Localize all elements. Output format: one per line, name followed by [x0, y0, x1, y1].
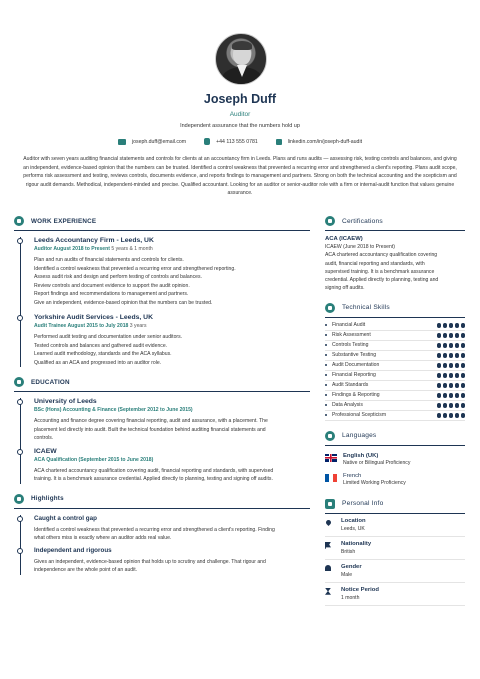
globe-icon — [325, 431, 335, 441]
skill-label: Risk Assessment — [332, 332, 371, 339]
degree-dates: BSc (Hons) Accounting & Finance (September 2012 to June 2015) — [34, 407, 193, 413]
work-bullet: Report findings and recommendations to management and partners. — [34, 291, 189, 297]
duration: 5 years & 1 month — [111, 246, 153, 252]
personal-label: Nationality — [341, 540, 372, 547]
work-bullet: Identified a control weakness that prevented a recurring error and strengthened reporting. — [34, 265, 236, 272]
hourglass-icon — [325, 588, 331, 595]
timeline-dot — [17, 548, 23, 554]
bullet-icon — [325, 374, 327, 376]
rating-dot — [449, 343, 454, 348]
skill-label: Data Analysis — [332, 402, 363, 409]
bullet-icon — [325, 364, 327, 366]
education-text: Accounting and finance degree covering financial reporting, audit and assurance, with a placement. The — [34, 418, 268, 424]
email-contact[interactable] — [118, 138, 186, 145]
rating-dot — [461, 403, 466, 408]
bullet-icon — [325, 324, 327, 326]
timeline-dot — [17, 399, 23, 405]
skill-rating — [437, 323, 466, 328]
section-title-skills: Technical Skills — [342, 304, 390, 312]
education-text: ACA chartered accountancy qualification covering audit, financial reporting and standards, with supervised — [34, 467, 274, 474]
rating-dot — [455, 383, 460, 388]
section-divider — [325, 317, 465, 318]
rating-dot — [437, 403, 442, 408]
work-bullet: Tested controls and balances and gathered audit evidence. — [34, 342, 168, 349]
certification-text: supervised training. It is a benchmark assurance — [325, 268, 435, 275]
skill-label: Controls Testing — [332, 342, 369, 349]
section-divider — [14, 508, 310, 509]
skill-name — [325, 322, 365, 328]
rating-dot — [443, 383, 448, 388]
skill-label: Audit Standards — [332, 382, 369, 389]
skill-label: Financial Reporting — [332, 372, 376, 379]
work-bullet: Plan and run audits of financial statements and controls for clients. — [34, 257, 184, 263]
bullet-icon — [325, 384, 327, 386]
section-divider — [14, 230, 310, 231]
skill-name — [325, 332, 371, 338]
skill-label: Findings & Reporting — [332, 392, 380, 399]
personal-value: British — [341, 548, 356, 555]
profile-photo — [215, 33, 267, 85]
skill-row — [325, 381, 465, 391]
work-bullet: Qualified as an ACA and progressed into an auditor role. — [34, 359, 162, 366]
tagline: Independent assurance that the numbers hold up — [180, 123, 300, 129]
highlight-text: what others miss is exactly where an auditor adds real value. — [34, 535, 172, 541]
skill-row — [325, 341, 465, 351]
section-divider — [325, 230, 465, 231]
section-title-languages: Languages — [342, 432, 377, 440]
skill-label: Audit Documentation — [332, 362, 380, 369]
skill-label: Financial Audit — [332, 322, 366, 329]
language-level: Native or Bilingual Proficiency — [343, 459, 411, 466]
personal-item-nationality — [325, 537, 465, 560]
work-bullet: Give an independent, evidence-based opinion that the numbers can be trusted. — [34, 299, 213, 306]
rating-dot — [437, 363, 442, 368]
education-text: training. It is a benchmark assurance credential. Applied directly to planning, testing and signing off audits. — [34, 476, 273, 482]
skill-rating — [437, 383, 466, 388]
skill-name — [325, 402, 363, 408]
highlights-section — [14, 493, 310, 575]
employer-title: Leeds Accountancy Firm - Leeds, UK — [34, 237, 154, 244]
section-title-education: EDUCATION — [31, 378, 70, 386]
skill-row — [325, 371, 465, 381]
bullet-icon — [325, 354, 327, 356]
linkedin-contact[interactable] — [276, 138, 362, 145]
skill-name — [325, 362, 379, 368]
rating-dot — [449, 413, 454, 418]
skill-name — [325, 372, 376, 378]
phone-icon — [204, 138, 210, 145]
technical-skills-section — [325, 302, 465, 421]
candidate-name: Joseph Duff — [203, 92, 277, 106]
uk-flag-icon — [325, 454, 337, 462]
bullet-icon — [325, 414, 327, 416]
rating-dot — [449, 353, 454, 358]
section-divider — [14, 391, 310, 392]
skill-rating — [437, 373, 466, 378]
rating-dot — [437, 333, 442, 338]
work-entry — [34, 314, 310, 367]
email-text[interactable]: joseph.duff@email.com — [131, 138, 187, 145]
highlight-title: Caught a control gap — [34, 514, 97, 522]
rating-dot — [443, 403, 448, 408]
rating-dot — [449, 393, 454, 398]
skill-row — [325, 411, 465, 421]
timeline-dot — [17, 315, 23, 321]
france-flag-icon — [325, 474, 337, 482]
highlight-text: Identified a control weakness that prevented a recurring error and strengthened a client's reporting. Finding — [34, 526, 275, 533]
bullet-icon — [325, 394, 327, 396]
education-entry — [34, 398, 310, 443]
rating-dot — [443, 363, 448, 368]
skill-row — [325, 331, 465, 341]
rating-dot — [443, 413, 448, 418]
skill-rating — [437, 393, 466, 398]
section-title-highlights: Highlights — [31, 495, 64, 502]
skill-row — [325, 361, 465, 371]
rating-dot — [437, 343, 442, 348]
location-pin-icon — [325, 519, 332, 526]
rating-dot — [443, 333, 448, 338]
rating-dot — [461, 373, 466, 378]
contact-bar — [0, 138, 480, 145]
professional-summary: Auditor with seven years auditing financial statements and controls for clients at an accountancy firm in Leeds. Plans and runs audits — assessing risk, testing controls and balances, and giving an independent, evidence-based opinion that the numbers can be trusted. Identified a control weakness that prevented a recurring error and strengthened a client's reporting. Plans audit scope, performs risk assessment and testing, reviews controls, documents evidence, and reports findings to management and partners. Strong on both the technical accounting and the scepticism and rigour audit demands. Methodical, independent-minded and precise. Qualified accountant. Looking for an auditor or senior-auditor role with a firm or internal-audit function that values genuine assurance. — [23, 156, 457, 197]
personal-label: Notice Period — [341, 586, 379, 593]
rating-dot — [455, 413, 460, 418]
work-entry — [34, 237, 310, 307]
timeline-dot — [17, 516, 23, 522]
section-title-certifications: Certifications — [342, 217, 383, 225]
skill-rating — [437, 363, 466, 368]
degree-dates: ACA Qualification (September 2015 to June 2018) — [34, 456, 154, 463]
certification-text: signing off audits. — [325, 285, 365, 292]
rating-dot — [461, 343, 466, 348]
rating-dot — [455, 363, 460, 368]
rating-dot — [461, 353, 466, 358]
skill-rating — [437, 403, 466, 408]
skill-name — [325, 342, 368, 348]
linkedin-text[interactable]: linkedin.com/in/joseph-duff-audit — [287, 138, 363, 145]
rating-dot — [449, 373, 454, 378]
rating-dot — [443, 373, 448, 378]
section-title-personal: Personal Info — [342, 500, 384, 508]
email-icon — [118, 139, 126, 145]
language-level: Limited Working Proficiency — [343, 479, 406, 486]
rating-dot — [461, 383, 466, 388]
personal-value: 1 month — [341, 594, 360, 601]
rating-dot — [443, 343, 448, 348]
rating-dot — [455, 323, 460, 328]
rating-dot — [449, 403, 454, 408]
tools-icon — [325, 303, 335, 313]
rating-dot — [443, 353, 448, 358]
skill-rating — [437, 413, 466, 418]
skill-row — [325, 351, 465, 361]
person-icon — [325, 565, 331, 571]
education-text: controls. — [34, 435, 54, 441]
highlight-entry — [34, 515, 310, 543]
skill-row — [325, 401, 465, 411]
skills-list — [325, 321, 465, 421]
work-bullet: Performed audit testing and documentation under senior auditors. — [34, 334, 183, 340]
id-card-icon — [325, 499, 335, 509]
rating-dot — [461, 363, 466, 368]
right-column — [325, 215, 465, 606]
work-experience-section — [14, 215, 310, 367]
highlight-text: Gives an independent, evidence-based opinion that holds up to scrutiny and challenge. That rigour and — [34, 558, 266, 565]
bullet-icon — [325, 344, 327, 346]
rating-dot — [449, 383, 454, 388]
flag-icon — [325, 542, 331, 549]
star-icon — [14, 494, 24, 504]
certifications-section — [325, 215, 465, 293]
rating-dot — [455, 373, 460, 378]
rating-dot — [455, 353, 460, 358]
linkedin-icon — [276, 139, 282, 145]
language-name: French — [343, 472, 362, 479]
left-column — [14, 215, 310, 575]
rating-dot — [437, 323, 442, 328]
rating-dot — [449, 333, 454, 338]
rating-dot — [437, 353, 442, 358]
briefcase-icon — [14, 216, 24, 226]
rating-dot — [437, 383, 442, 388]
skill-name — [325, 412, 386, 418]
education-entry — [34, 448, 310, 484]
rating-dot — [461, 393, 466, 398]
institution-title: University of Leeds — [34, 398, 97, 405]
skill-row — [325, 321, 465, 331]
education-section — [14, 376, 310, 484]
rating-dot — [449, 323, 454, 328]
certificate-icon — [325, 216, 335, 226]
rating-dot — [443, 323, 448, 328]
language-item — [325, 453, 465, 466]
bullet-icon — [325, 334, 327, 336]
skill-rating — [437, 353, 466, 358]
language-item — [325, 473, 465, 486]
job-title: Auditor — [229, 111, 251, 118]
personal-item-location — [325, 514, 465, 537]
highlight-entry — [34, 547, 310, 575]
language-name: English (UK) — [343, 452, 379, 459]
personal-value: Leeds, UK — [341, 525, 365, 532]
personal-item-notice — [325, 583, 465, 606]
bullet-icon — [325, 404, 327, 406]
education-text: placement led directly into audit. Built the technical foundation behind auditing financial statements and — [34, 426, 266, 433]
personal-item-gender — [325, 560, 465, 583]
skill-rating — [437, 343, 466, 348]
rating-dot — [455, 403, 460, 408]
personal-value: Male — [341, 571, 353, 578]
work-bullet: Learned audit methodology, standards and the ACA syllabus. — [34, 351, 172, 357]
certification-text: audit, financial reporting and standards, with — [325, 260, 425, 267]
rating-dot — [461, 413, 466, 418]
certification-text: credential. Applied directly to planning, testing and — [325, 277, 439, 284]
skill-label: Professional Scepticism — [332, 412, 387, 419]
rating-dot — [461, 323, 466, 328]
institution-title: ICAEW — [34, 447, 57, 455]
graduation-cap-icon — [14, 377, 24, 387]
skill-name — [325, 392, 380, 398]
work-bullet: Assess audit risk and design and perform testing of controls and balances. — [34, 274, 202, 280]
personal-label: Location — [341, 517, 366, 524]
languages-section — [325, 430, 465, 486]
skill-row — [325, 391, 465, 401]
position-dates: Auditor August 2018 to Present — [34, 246, 110, 252]
phone-text[interactable]: +44 113 555 0781 — [216, 138, 258, 145]
phone-contact[interactable] — [204, 138, 258, 145]
work-bullet: Review controls and document evidence to support the audit opinion. — [34, 282, 190, 289]
personal-info-section — [325, 498, 465, 606]
rating-dot — [455, 343, 460, 348]
rating-dot — [437, 393, 442, 398]
highlight-text: independence are the whole point of an audit. — [34, 567, 138, 573]
skill-rating — [437, 333, 466, 338]
skill-name — [325, 352, 376, 358]
position-dates: Audit Trainee August 2015 to July 2018 — [34, 323, 129, 329]
timeline-dot — [17, 449, 23, 455]
personal-label: Gender — [341, 563, 362, 570]
skill-label: Substantive Testing — [332, 352, 377, 359]
highlight-title: Independent and rigorous — [34, 546, 112, 554]
rating-dot — [455, 393, 460, 398]
rating-dot — [461, 333, 466, 338]
certification-text: ACA chartered accountancy qualification covering — [325, 252, 438, 259]
timeline-dot — [17, 238, 23, 244]
rating-dot — [449, 363, 454, 368]
section-title-work: WORK EXPERIENCE — [31, 217, 97, 225]
rating-dot — [455, 333, 460, 338]
rating-dot — [443, 393, 448, 398]
employer-title: Yorkshire Audit Services - Leeds, UK — [34, 314, 153, 321]
section-divider — [325, 445, 465, 446]
certification-title: ACA (ICAEW) — [325, 236, 363, 242]
certification-issuer: ICAEW (June 2018 to Present) — [325, 244, 395, 250]
rating-dot — [437, 373, 442, 378]
skill-name — [325, 382, 368, 388]
duration: 3 years — [129, 323, 147, 329]
rating-dot — [437, 413, 442, 418]
